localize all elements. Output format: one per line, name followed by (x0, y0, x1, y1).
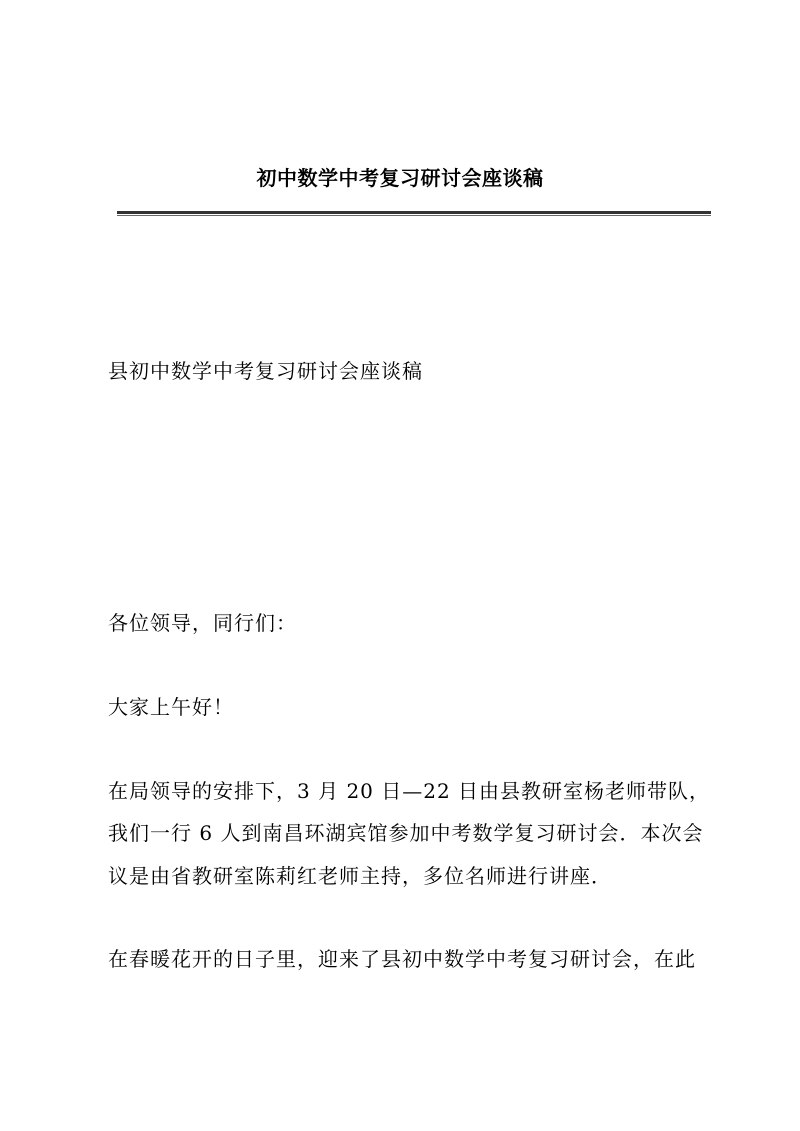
header-divider (117, 211, 711, 214)
greeting: 大家上午好！ (108, 695, 234, 719)
paragraph-2-line-1: 在春暖花开的日子里，迎来了县初中数学中考复习研讨会，在此 (108, 947, 696, 971)
paragraph-1-line-1: 在局领导的安排下，3 月 20 日—22 日由县教研室杨老师带队， (108, 779, 711, 803)
paragraph-1-line-3: 议是由省教研室陈莉红老师主持，多位名师进行讲座． (108, 864, 612, 888)
header-divider-thin (117, 215, 711, 216)
salutation: 各位领导，同行们： (108, 611, 297, 635)
paragraph-1-line-2: 我们一行 6 人到南昌环湖宾馆参加中考数学复习研讨会．本次会 (108, 821, 704, 845)
page-header-title: 初中数学中考复习研讨会座谈稿 (256, 166, 544, 190)
document-subtitle: 县初中数学中考复习研讨会座谈稿 (108, 359, 423, 383)
